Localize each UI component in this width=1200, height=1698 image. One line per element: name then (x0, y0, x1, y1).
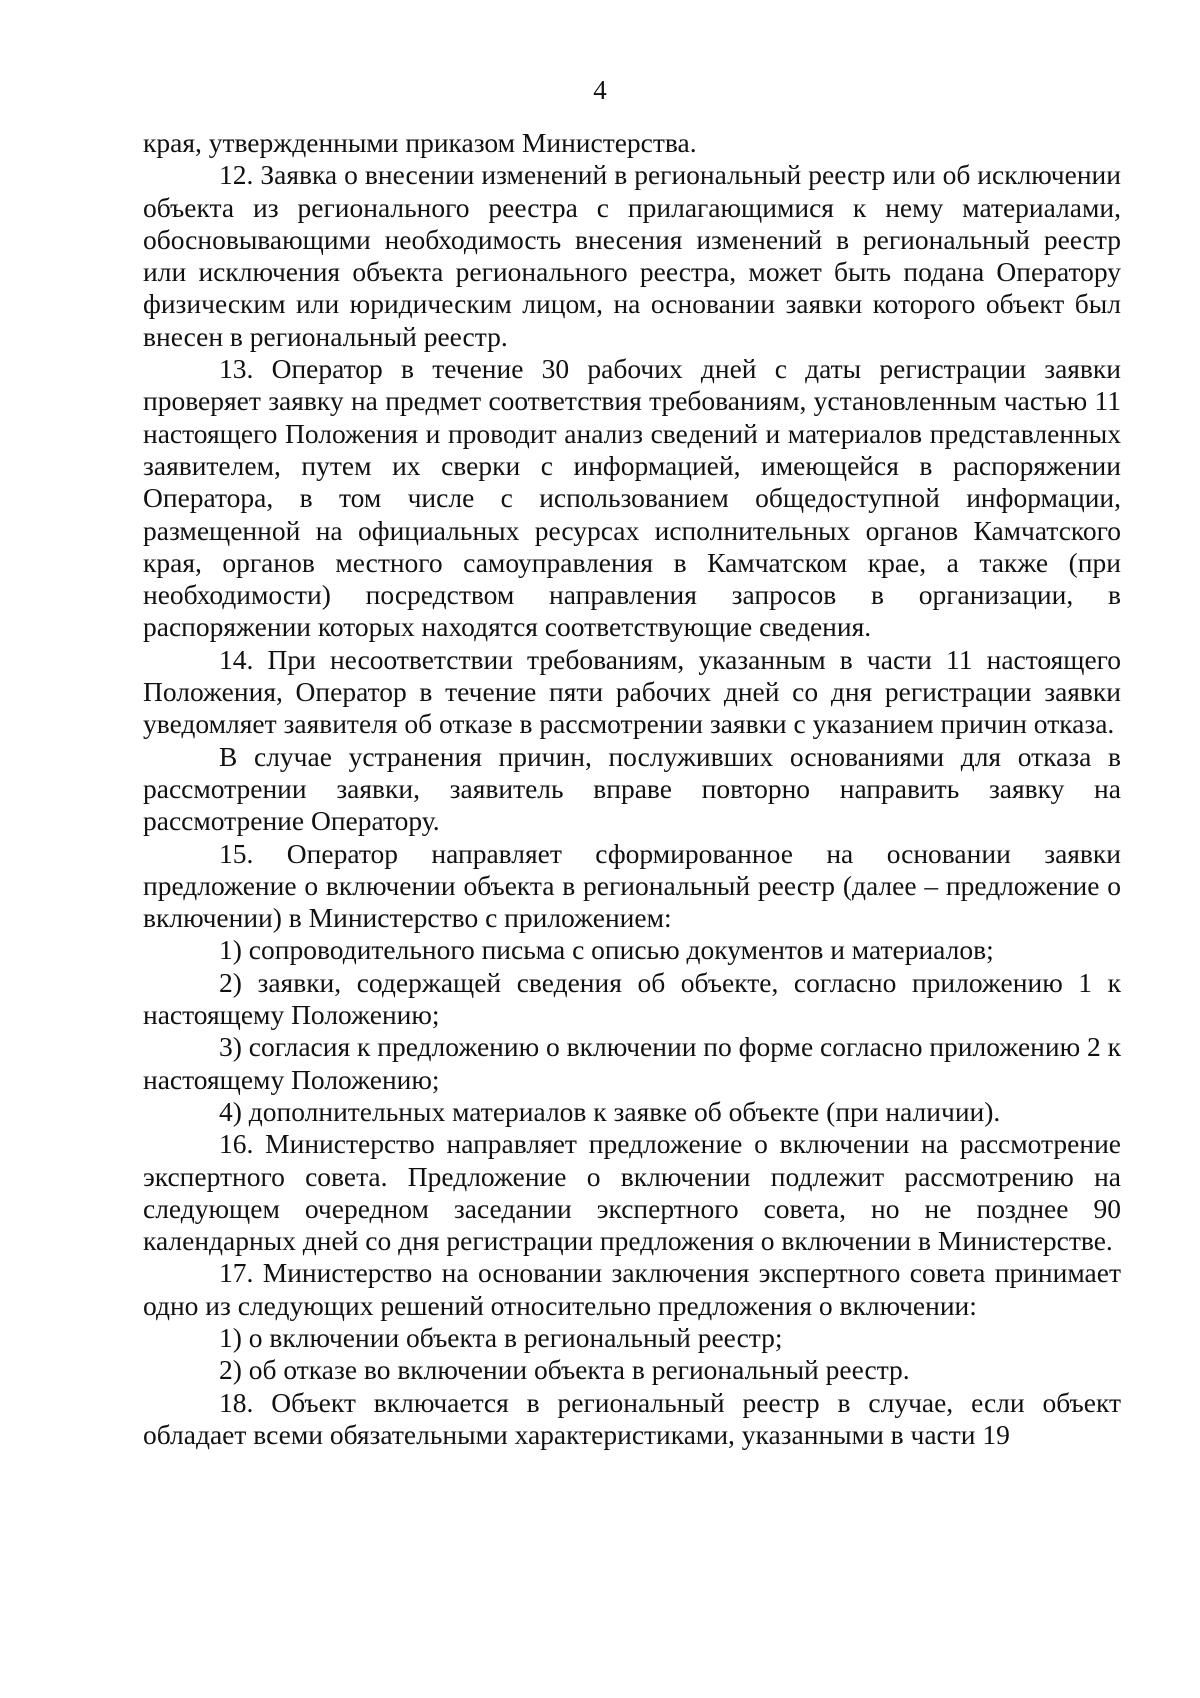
document-body (143, 127, 1121, 1451)
paragraph-14: 14. При несоответствии требованиям, указанным в части 11 настоящего Положения, Оператор в течение пяти рабочих дней со дня регистрации заявки уведомляет заявителя об отказе в рассмотрении заявки с указанием причин отказа. (143, 643, 1121, 740)
paragraph-16: 16. Министерство направляет предложение о включении на рассмотрение экспертного совета. Предложение о включении подлежит рассмотрению на следующем очередном заседании экспертного совета, но не позднее 90 календарных дней со дня регистрации предложения о включении в Министерстве. (143, 1128, 1121, 1257)
page-number: 4 (593, 75, 607, 105)
paragraph-17: 17. Министерство на основании заключения экспертного совета принимает одно из следующих решений относительно предложения о включении: (143, 1257, 1121, 1321)
list-item-17-2: 2) об отказе во включении объекта в региональный реестр. (219, 1354, 910, 1386)
paragraph-18: 18. Объект включается в региональный реестр в случае, если объект обладает всеми обязательными характеристиками, указанными в части 19 (143, 1386, 1121, 1450)
paragraph-continuation: края, утвержденными приказом Министерства. (143, 127, 697, 158)
paragraph-13: 13. Оператор в течение 30 рабочих дней с даты регистрации заявки проверяет заявку на предмет соответствия требованиям, установленным частью 11 настоящего Положения и проводит анализ сведений и материалов представленных заявителем, путем их сверки с информацией, имеющейся в распоряжении Оператора, в том числе с использованием общедоступной информации, размещенной на официальных ресурсах исполнительных органов Камчатского края, органов местного самоуправления в Камчатском крае, а также (при необходимости) посредством направления запросов в организации, в распоряжении которых находятся соответствующие сведения. (143, 353, 1121, 643)
list-item-15-1: 1) сопроводительного письма с описью документов и материалов; (219, 934, 994, 966)
list-item-15-4: 4) дополнительных материалов к заявке об объекте (при наличии). (219, 1095, 1001, 1127)
paragraph-12: 12. Заявка о внесении изменений в региональный реестр или об исключении объекта из регионального реестра с прилагающимися к нему материалами, обосновывающими необходимость внесения изменений в региональный реестр или исключения объекта регионального реестра, может быть подана Оператору физическим или юридическим лицом, на основании заявки которого объект был внесен в региональный реестр. (143, 159, 1121, 352)
list-item-15-2: 2) заявки, содержащей сведения об объекте, согласно приложению 1 к настоящему Положению; (143, 966, 1121, 1031)
paragraph-15: 15. Оператор направляет сформированное на основании заявки предложение о включении объекта в региональный реестр (далее – предложение о включении) в Министерство с приложением: (143, 837, 1121, 934)
paragraph-14-continued: В случае устранения причин, послуживших основаниями для отказа в рассмотрении заявки, заявитель вправе повторно направить заявку на рассмотрение Оператору. (143, 740, 1121, 837)
list-item-15-3: 3) согласия к предложению о включении по форме согласно приложению 2 к настоящему Положению; (143, 1031, 1121, 1095)
list-item-17-1: 1) о включении объекта в региональный реестр; (219, 1321, 783, 1353)
